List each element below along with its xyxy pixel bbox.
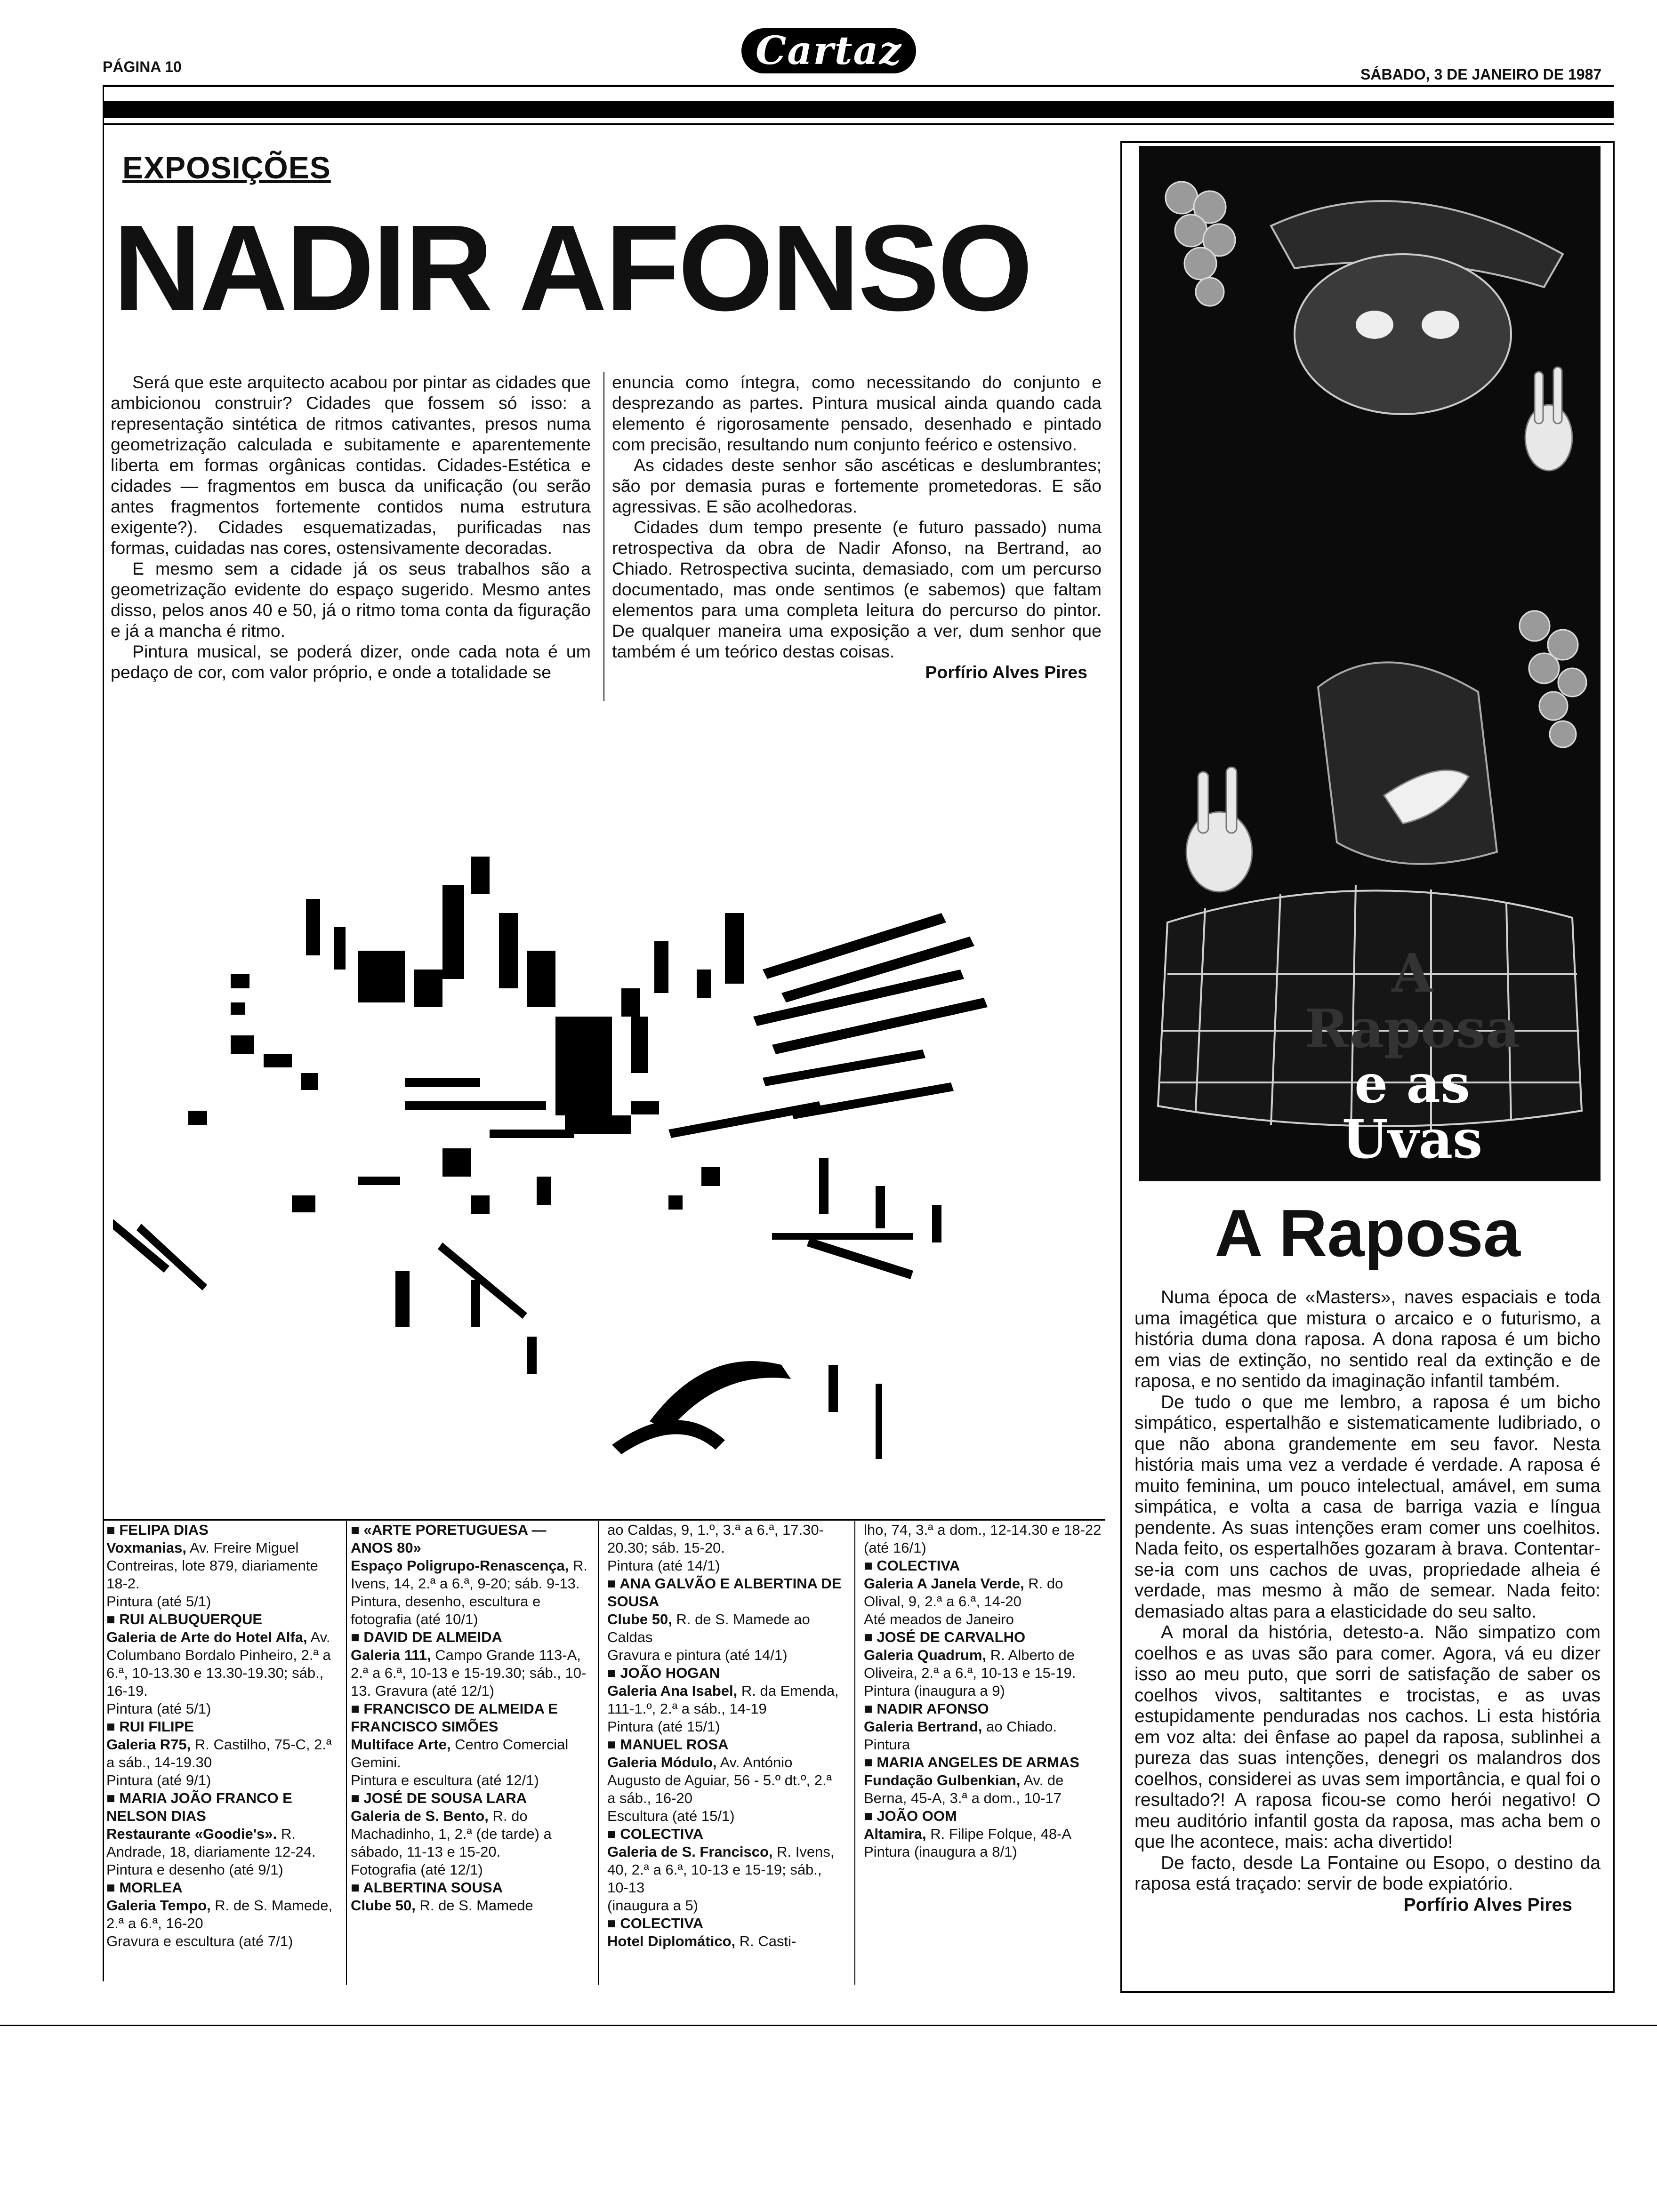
listing-item xyxy=(607,1736,843,1825)
listing-venue: Altamira, xyxy=(864,1826,926,1842)
raposa-poster-image xyxy=(1139,146,1601,1181)
listing-details: R. Andrade, 18, diariamente 12-24. xyxy=(106,1826,316,1860)
article-paragraph: E mesmo sem a cidade já os seus trabalhos são a geometrização evidente do espaço sugerido. Mesmo antes disso, pelos anos 40 e 50, já o ritmo toma conta da figuração e já a mancha é ritmo. xyxy=(111,559,591,641)
listing-item xyxy=(106,1718,342,1789)
listing-venue: Galeria Quadrum, xyxy=(864,1647,987,1663)
listing-item xyxy=(351,1521,591,1628)
listing-item xyxy=(106,1611,342,1718)
listing-venue: Restaurante «Goodie's». xyxy=(106,1826,277,1842)
poster-title-line: Uvas xyxy=(1342,1108,1483,1170)
nadir-afonso-artwork xyxy=(113,772,1106,1497)
listing-venue: Multiface Arte, xyxy=(351,1736,451,1753)
raposa-paragraph: Numa época de «Masters», naves espaciais e toda uma imagética que mistura o arcaico e o futurismo, a história duma dona raposa. A dona raposa é um bicho em vias de extinção, no sentido real da extinção e de raposa, e no sentido da imaginação infantil também. xyxy=(1134,1287,1601,1391)
listings-column-4 xyxy=(864,1521,1102,1861)
listing-details: ao Caldas, 9, 1.º, 3.ª a 6.ª, 17.30-20.30; sáb. 15-20. xyxy=(607,1522,824,1556)
listing-extra: Até meados de Janeiro xyxy=(864,1611,1014,1627)
listing-item xyxy=(351,1789,591,1879)
listing-artist: ■ MANUEL ROSA xyxy=(607,1736,843,1754)
article-paragraph: As cidades deste senhor são ascéticas e deslumbrantes; são por demasia puras e fortemente prometedoras. E são agressivas. E são acolhedoras. xyxy=(612,455,1102,516)
header-rule-thin xyxy=(103,85,1614,87)
listing-artist: ■ RUI FILIPE xyxy=(106,1718,342,1736)
listing-extra: Pintura (inaugura a 9) xyxy=(864,1683,1005,1699)
listings-divider xyxy=(598,1521,599,1985)
article-column-2 xyxy=(612,372,1102,682)
listing-venue: Galeria de S. Bento, xyxy=(351,1808,489,1824)
listing-details: Av. António Augusto de Aguiar, 56 - 5.º dt.º, 2.ª a sáb., 16-20 xyxy=(607,1754,832,1806)
section-label: EXPOSIÇÕES xyxy=(122,150,331,185)
listing-item xyxy=(351,1879,591,1915)
article-headline: NADIR AFONSO xyxy=(113,200,1031,337)
listing-details: Av. de Berna, 45-A, 3.ª a dom., 10-17 xyxy=(864,1772,1064,1806)
listing-item xyxy=(106,1521,342,1611)
listing-extra: Pintura (até 5/1) xyxy=(106,1700,211,1717)
listing-artist: ■ JOÃO HOGAN xyxy=(607,1664,843,1682)
article-signature: Porfírio Alves Pires xyxy=(925,662,1087,682)
listings-column-3 xyxy=(607,1521,843,1950)
header-rule-thick xyxy=(103,101,1614,118)
listing-venue: Galeria Ana Isabel, xyxy=(607,1683,738,1699)
listing-venue: Galeria Tempo, xyxy=(106,1897,211,1914)
listing-extra: Pintura xyxy=(864,1736,910,1753)
listings-column-1 xyxy=(106,1521,342,1950)
listing-details: R. Ivens, 14, 2.ª a 6.ª, 9-20; sáb. 9-13. xyxy=(351,1557,588,1592)
listing-extra: Pintura (até 9/1) xyxy=(106,1772,211,1788)
listing-item xyxy=(607,1664,843,1736)
listing-venue: Clube 50, xyxy=(607,1611,672,1627)
listing-artist: ■ JOÃO OOM xyxy=(864,1807,1102,1825)
listings-divider xyxy=(346,1521,347,1985)
poster-title-line: e as xyxy=(1354,1053,1470,1115)
listing-venue: Galeria A Janela Verde, xyxy=(864,1575,1024,1592)
listing-artist: ■ ANA GALVÃO E ALBERTINA DE SOUSA xyxy=(607,1575,843,1611)
article-paragraph: Pintura musical, se poderá dizer, onde cada nota é um pedaço de cor, com valor próprio, e onde a totalidade se xyxy=(111,641,591,682)
raposa-headline: A Raposa xyxy=(1215,1196,1520,1271)
listings-column-2 xyxy=(351,1521,591,1915)
listing-details: R. do Machadinho, 1, 2.ª (de tarde) a sábado, 11-13 e 15-20. xyxy=(351,1808,552,1860)
listings-top-rule xyxy=(103,1519,1105,1521)
issue-date: SÁBADO, 3 DE JANEIRO DE 1987 xyxy=(1360,66,1602,83)
article-column-1 xyxy=(111,372,591,682)
listing-details: Centro Comercial Gemini. xyxy=(351,1736,569,1771)
listing-details: R. Ivens, 40, 2.ª a 6.ª, 10-13 e 15-19; sáb., 10-13 xyxy=(607,1843,835,1896)
poster-title-line: A xyxy=(1392,943,1433,1004)
listing-artist: ■ COLECTIVA xyxy=(607,1825,843,1843)
listing-extra: Pintura (até 5/1) xyxy=(106,1593,211,1610)
listing-artist: ■ ALBERTINA SOUSA xyxy=(351,1879,591,1897)
listing-artist: ■ MARIA ANGELES DE ARMAS xyxy=(864,1754,1102,1771)
listing-details: ao Chiado. xyxy=(986,1718,1057,1735)
page-label: PÁGINA 10 xyxy=(103,58,182,75)
listing-details: R. de S. Mamede xyxy=(419,1897,533,1914)
article-paragraph: Será que este arquitecto acabou por pintar as cidades que ambicionou construir? Cidades que fossem só isso: a representação sintética de ritmos cativantes, presos numa geometrização calculada e subitamente e aparentemente liberta em formas orgânicas contidas. Cidades-Estética e cidades — fragmentos em busca da unificação (ou serão antes fragmentos fortemente contidos numa estrutura exigente?). Cidades esquematizadas, purificadas nas formas, cuidadas nas cores, ostensivamente decoradas. xyxy=(111,372,591,558)
listing-artist: ■ FRANCISCO DE ALMEIDA E FRANCISCO SIMÕES xyxy=(351,1700,591,1736)
listing-artist: ■ DAVID DE ALMEIDA xyxy=(351,1628,591,1646)
listing-artist: ■ «ARTE PORETUGUESA — ANOS 80» xyxy=(351,1521,591,1557)
listing-artist: ■ MORLEA xyxy=(106,1879,342,1897)
listing-item xyxy=(864,1557,1102,1628)
listing-venue: Galeria de S. Francisco, xyxy=(607,1843,773,1860)
listing-venue: Galeria R75, xyxy=(106,1736,191,1753)
listing-artist: ■ JOSÉ DE CARVALHO xyxy=(864,1628,1102,1646)
listing-item xyxy=(607,1575,843,1664)
listings-divider xyxy=(854,1521,855,1985)
listing-extra: Pintura, desenho, escultura e fotografia (até 10/1) xyxy=(351,1593,541,1627)
listing-venue: Hotel Diplomático, xyxy=(607,1933,736,1949)
page-bottom-rule xyxy=(0,2025,1657,2026)
raposa-paragraph: De tudo o que me lembro, a raposa é um bicho simpático, espertalhão e sistematicamente ludibriado, o que não abona grandemente em seu favor. Nesta história mais uma vez a verdade é verdade. A raposa é muito feminina, um pouco intelectual, amável, em suma simpática, e volta a casa de barriga vazia e língua pendente. As suas intenções eram comer uns coelhitos. Nada feito, os espertalhões gozaram à brava. Contentar-se-ia com uns cachos de uvas, propriedade alheia é verdade, mas mesmo à mão de semear. Nada feito: demasiado altas para a elasticidade do seu salto. xyxy=(1134,1392,1601,1622)
listing-extra: Gravura e pintura (até 14/1) xyxy=(607,1647,788,1663)
listing-item xyxy=(864,1807,1102,1861)
listing-details: R. Filipe Folque, 48-A xyxy=(930,1826,1072,1842)
listing-venue: Galeria Módulo, xyxy=(607,1754,717,1771)
raposa-article xyxy=(1134,1287,1601,1915)
masthead-logo: Cartaz xyxy=(741,28,916,73)
listing-artist: ■ NADIR AFONSO xyxy=(864,1700,1102,1718)
listing-artist: ■ COLECTIVA xyxy=(864,1557,1102,1575)
raposa-paragraph: A moral da história, detesto-a. Não simpatizo com coelhos e as uvas são para comer. Agora, vá eu dizer isso ao meu puto, que sorri de satisfação de saber os coelhos vivos, saltitantes e trocistas, e as uvas estupidamente penduradas nos cachos. Li esta história em voz alta: dei ênfase ao papel da raposa, sublinhei a pureza das suas intenções, denegri os malandros dos coelhos, considerei as uvas sem importância, e qual foi o resultado?! A raposa ficou-se como herói negativo! O meu auditório infantil gosta da raposa, mas acha bem o que lhe acontece, mais: acha divertido! xyxy=(1134,1622,1601,1852)
listing-item xyxy=(864,1628,1102,1700)
listing-artist: ■ MARIA JOÃO FRANCO E NELSON DIAS xyxy=(106,1789,342,1825)
listing-details: Av. Columbano Bordalo Pinheiro, 2.ª a 6.ª, 10-13.30 e 13.30-19.30; sáb., 16-19. xyxy=(106,1629,331,1699)
poster-title-line: Raposa xyxy=(1304,998,1520,1060)
article-paragraph: Cidades dum tempo presente (e futuro passado) numa retrospectiva da obra de Nadir Afonso, na Bertrand, ao Chiado. Retrospectiva sucinta, demasiado, com um percurso documentado, mas onde sentimos (e sabemos) que faltam elementos para uma completa leitura do percurso do pintor. De qualquer maneira uma exposição a ver, dum senhor que também é um teórico destas coisas. xyxy=(612,517,1102,661)
raposa-paragraph: De facto, desde La Fontaine ou Esopo, o destino da raposa está traçado: servir de bode expiatório. xyxy=(1134,1852,1601,1894)
listing-artist: ■ FELIPA DIAS xyxy=(106,1521,342,1539)
listing-item xyxy=(106,1879,342,1950)
listing-extra: Gravura e escultura (até 7/1) xyxy=(106,1933,293,1949)
listing-item xyxy=(351,1628,591,1700)
listing-details: R. de S. Mamede ao Caldas xyxy=(607,1611,810,1645)
listing-details: R. do Olival, 9, 2.ª a 6.ª, 14-20 xyxy=(864,1575,1063,1610)
listing-item xyxy=(864,1521,1102,1557)
listing-details: R. de S. Mamede, 2.ª a 6.ª, 16-20 xyxy=(106,1897,333,1931)
listing-extra: Escultura (até 15/1) xyxy=(607,1808,735,1824)
listing-item xyxy=(607,1521,843,1575)
listing-venue: Galeria 111, xyxy=(351,1647,431,1663)
listing-extra: Pintura (até 14/1) xyxy=(607,1557,720,1574)
listing-extra: (inaugura a 5) xyxy=(607,1897,699,1914)
listing-item xyxy=(607,1915,843,1950)
listing-venue: Voxmanias, xyxy=(106,1539,187,1556)
listing-details: lho, 74, 3.ª a dom., 12-14.30 e 18-22 (até 16/1) xyxy=(864,1522,1102,1556)
listing-item xyxy=(864,1700,1102,1754)
listing-extra: Fotografia (até 12/1) xyxy=(351,1861,483,1878)
listing-item xyxy=(864,1754,1102,1807)
listing-artist: ■ COLECTIVA xyxy=(607,1915,843,1932)
listing-venue: Galeria Bertrand, xyxy=(864,1718,982,1735)
page-left-border xyxy=(103,85,104,1981)
listing-venue: Fundação Gulbenkian, xyxy=(864,1772,1021,1788)
listing-extra: Pintura (até 15/1) xyxy=(607,1718,720,1735)
raposa-signature: Porfírio Alves Pires xyxy=(1403,1894,1572,1915)
listing-extra: Pintura e desenho (até 9/1) xyxy=(106,1861,283,1878)
listing-venue: Galeria de Arte do Hotel Alfa, xyxy=(106,1629,307,1645)
listing-details: R. Alberto de Oliveira, 2.ª a 6.ª, 10-13 e 15-19. xyxy=(864,1647,1076,1681)
column-divider xyxy=(603,372,604,701)
listing-item xyxy=(607,1825,843,1915)
listing-artist: ■ JOSÉ DE SOUSA LARA xyxy=(351,1789,591,1807)
listing-item xyxy=(106,1789,342,1879)
listing-details: R. Castilho, 75-C, 2.ª a sáb., 14-19.30 xyxy=(106,1736,332,1771)
listing-details: Av. Freire Miguel Contreiras, lote 879, diariamente 18-2. xyxy=(106,1539,318,1592)
article-paragraph: enuncia como íntegra, como necessitando do conjunto e desprezando as partes. Pintura musical ainda quando cada elemento é rigorosamente pensado, desenhado e pintado com precisão, resultando num conjunto feérico e ostensivo. xyxy=(612,372,1102,454)
listing-venue: Clube 50, xyxy=(351,1897,416,1914)
listing-details: R. da Emenda, 111-1.º, 2.ª a sáb., 14-19 xyxy=(607,1683,839,1717)
listing-artist: ■ RUI ALBUQUERQUE xyxy=(106,1611,342,1628)
listing-extra: Pintura (inaugura a 8/1) xyxy=(864,1843,1017,1860)
listing-details: Campo Grande 113-A, 2.ª a 6.ª, 10-13 e 15-19.30; sáb., 10-13. Gravura (até 12/1) xyxy=(351,1647,587,1699)
listing-extra: Pintura e escultura (até 12/1) xyxy=(351,1772,539,1788)
listing-details: R. Casti- xyxy=(739,1933,796,1949)
header-rule-under xyxy=(103,123,1614,125)
listing-venue: Espaço Poligrupo-Renascença, xyxy=(351,1557,569,1574)
poster-title xyxy=(1247,943,1577,1170)
listing-item xyxy=(351,1700,591,1789)
